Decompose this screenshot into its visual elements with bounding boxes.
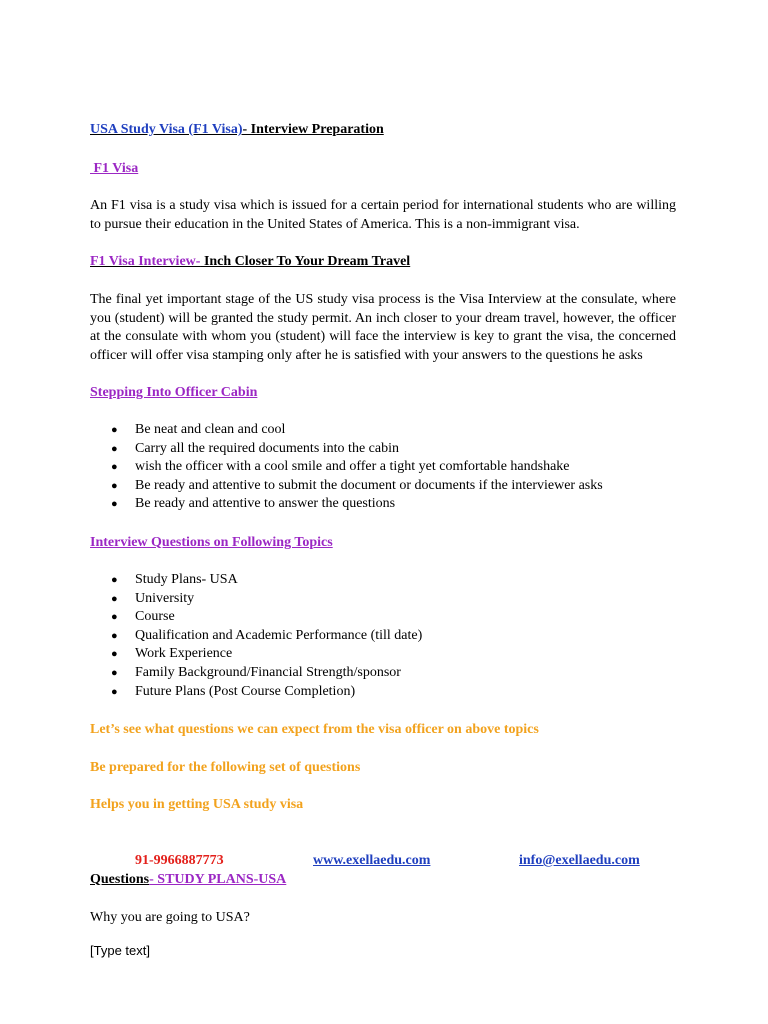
list-item (90, 627, 422, 646)
cabin-list (90, 421, 603, 514)
list-item-text: Carry all the required documents into the cabin (135, 440, 399, 456)
topics-heading: Interview Questions on Following Topics (90, 535, 333, 550)
list-item-text: Work Experience (135, 646, 233, 662)
list-item-text: Course (135, 609, 175, 625)
list-item (90, 440, 603, 459)
list-item-text: Qualification and Academic Performance (till date) (135, 627, 423, 643)
list-item (90, 664, 422, 683)
bullet-icon: ● (111, 479, 118, 492)
email-link[interactable]: info@exellaedu.com (519, 853, 640, 868)
questions-heading-suffix: - STUDY PLANS-USA (149, 872, 287, 887)
bullet-icon: ● (111, 592, 118, 605)
bullet-icon: ● (111, 685, 118, 698)
title-link[interactable]: USA Study Visa (F1 Visa) (90, 122, 243, 137)
interview-heading (90, 253, 410, 271)
phone-number: 91-9966887773 (135, 853, 224, 868)
f1-visa-heading-text: F1 Visa (93, 161, 139, 176)
type-text-placeholder[interactable]: [Type text] (90, 943, 150, 958)
interview-heading-suffix: Inch Closer To Your Dream Travel (200, 254, 411, 269)
list-item-text: Be ready and attentive to submit the document or documents if the interviewer asks (135, 477, 603, 493)
bullet-icon: ● (111, 648, 118, 661)
question-1: Why you are going to USA? (90, 910, 250, 925)
topics-list (90, 571, 422, 701)
list-item (90, 458, 603, 477)
list-item (90, 608, 422, 627)
bullet-icon: ● (111, 629, 118, 642)
cabin-heading: Stepping Into Officer Cabin (90, 385, 258, 400)
questions-heading (90, 871, 286, 889)
orange-line-prepared: Be prepared for the following set of questions (90, 760, 361, 775)
list-item-text: Study Plans- USA (135, 572, 238, 587)
bullet-icon: ● (111, 424, 118, 436)
orange-line-expect: Let’s see what questions we can expect from the visa officer on above topics (90, 722, 539, 737)
list-item-text: University (135, 590, 195, 606)
website-link[interactable]: www.exellaedu.com (313, 853, 431, 868)
list-item-text: Be neat and clean and cool (135, 422, 286, 437)
list-item (90, 590, 422, 609)
bullet-icon: ● (111, 611, 118, 624)
bullet-icon: ● (111, 498, 118, 511)
interview-paragraph: The final yet important stage of the US study visa process is the Visa Interview at the consulate, where you (student) will be granted the study permit. An inch closer to your dream travel, however, the officer at the consulate with whom you (student) will face the interview is key to grant the visa, the concerned officer will offer visa stamping only after he is satisfied with your answers to the questions he asks (90, 292, 676, 363)
list-item-text: Future Plans (Post Course Completion) (135, 683, 356, 699)
list-item (90, 495, 603, 514)
intro-paragraph: An F1 visa is a study visa which is issued for a certain period for international students who are willing to pursue their education in the United States of America. This is a non-immigrant visa. (90, 198, 676, 232)
bullet-icon: ● (111, 574, 118, 586)
list-item (90, 683, 422, 702)
page-title (90, 121, 384, 139)
list-item (90, 477, 603, 496)
interview-heading-prefix: F1 Visa Interview- (90, 254, 201, 269)
orange-line-helps: Helps you in getting USA study visa (90, 797, 304, 812)
list-item-text: wish the officer with a cool smile and offer a tight yet comfortable handshake (135, 459, 570, 475)
questions-heading-prefix: Questions (90, 872, 150, 887)
list-item-text: Be ready and attentive to answer the questions (135, 496, 396, 512)
list-item (90, 571, 422, 590)
list-item (90, 645, 422, 664)
bullet-icon: ● (111, 461, 118, 474)
f1-visa-heading (90, 160, 138, 178)
list-item (90, 421, 603, 440)
bullet-icon: ● (111, 666, 118, 679)
list-item-text: Family Background/Financial Strength/sponsor (135, 664, 401, 680)
bullet-icon: ● (111, 442, 118, 455)
title-suffix: - Interview Preparation (242, 122, 384, 137)
